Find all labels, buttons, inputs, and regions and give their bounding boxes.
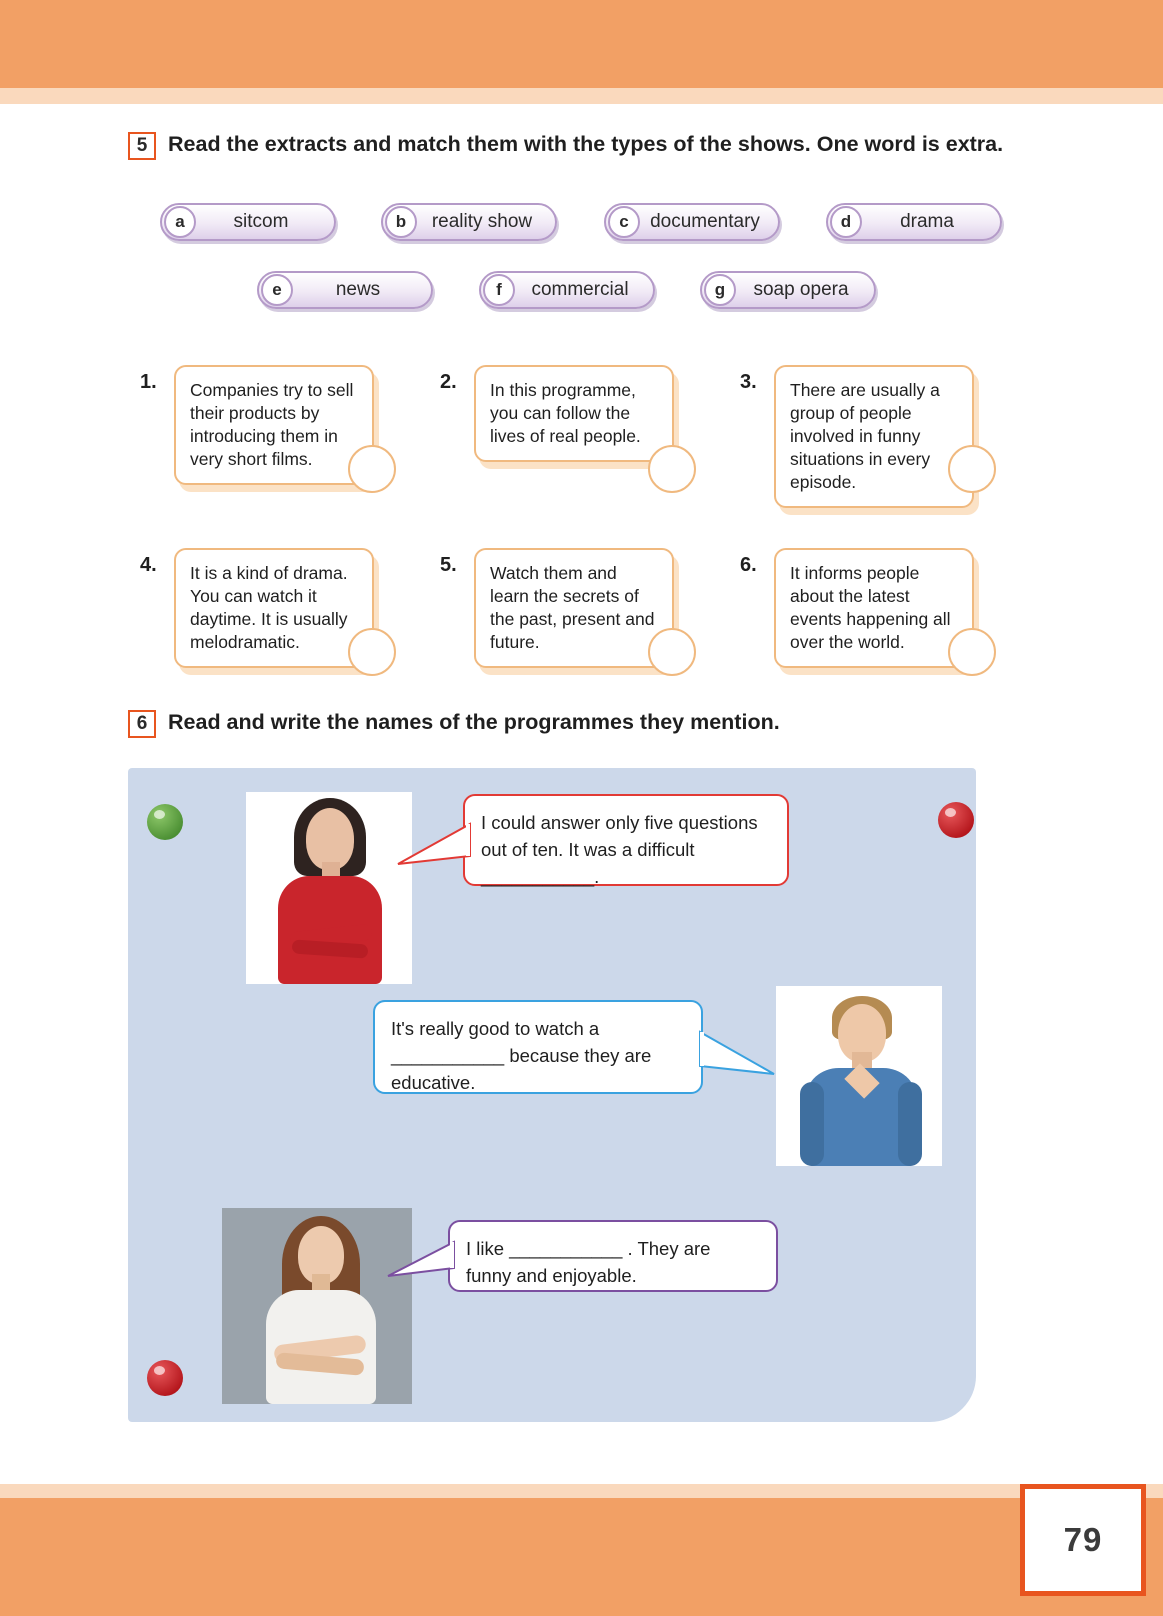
extract-index: 6. — [740, 554, 757, 576]
word-bank-option-b[interactable] — [381, 203, 557, 241]
exercise-5-number: 5 — [128, 132, 156, 160]
extract-answer-slot[interactable] — [648, 445, 696, 493]
extract-index: 4. — [140, 554, 157, 576]
word-bank-option-f[interactable] — [479, 271, 655, 309]
exercise-5-instruction: Read the extracts and match them with the types of the shows. One word is extra. — [168, 132, 1004, 156]
extract-index: 2. — [440, 371, 457, 393]
option-word: sitcom — [233, 211, 289, 232]
extract-text: In this programme, you can follow the lives of real people. — [474, 365, 674, 462]
page-top-band — [0, 0, 1163, 88]
option-word: news — [335, 279, 381, 300]
extract-answer-slot[interactable] — [348, 445, 396, 493]
exercise-5-header — [128, 130, 1008, 160]
extract-text: Watch them and learn the secrets of the past, present and future. — [474, 548, 674, 668]
exercise-6-panel — [128, 768, 976, 1422]
speech-tail-purple — [386, 1238, 456, 1280]
photo-girl-white — [222, 1208, 412, 1404]
option-letter: c — [608, 206, 640, 238]
extract-answer-slot[interactable] — [348, 628, 396, 676]
page-number: 79 — [1063, 1521, 1103, 1558]
pin-red-bottom-icon — [147, 1360, 183, 1396]
extract-text: There are usually a group of people involved in funny situations in every episode. — [774, 365, 974, 508]
word-bank-option-c[interactable] — [604, 203, 780, 241]
option-word: drama — [900, 211, 954, 232]
exercise-6-instruction: Read and write the names of the programmes they mention. — [168, 710, 780, 734]
option-letter: b — [385, 206, 417, 238]
word-bank-option-g[interactable] — [700, 271, 876, 309]
extract-answer-slot[interactable] — [948, 628, 996, 676]
option-letter: a — [164, 206, 196, 238]
word-bank-option-a[interactable] — [160, 203, 336, 241]
pin-green-icon — [147, 804, 183, 840]
page-number-box — [1020, 1484, 1146, 1596]
option-word: commercial — [531, 279, 629, 300]
option-word: documentary — [650, 211, 760, 232]
extract-text: It is a kind of drama. You can watch it daytime. It is usually melodramatic. — [174, 548, 374, 668]
speech-tail-red — [396, 820, 472, 868]
extract-text: It informs people about the latest events happening all over the world. — [774, 548, 974, 668]
page-bottom-band-light — [0, 1484, 1163, 1498]
option-letter: f — [483, 274, 515, 306]
extract-index: 3. — [740, 371, 757, 393]
extract-index: 1. — [140, 371, 157, 393]
exercise-6-header — [128, 708, 1008, 738]
option-letter: g — [704, 274, 736, 306]
photo-boy-blue — [776, 986, 942, 1166]
extract-index: 5. — [440, 554, 457, 576]
speech-bubble-boy-blue: It's really good to watch a ___________ because they are educative. — [373, 1000, 703, 1094]
word-bank-option-d[interactable] — [826, 203, 1002, 241]
extract-answer-slot[interactable] — [948, 445, 996, 493]
page-top-band-light — [0, 88, 1163, 104]
speech-tail-blue — [698, 1026, 776, 1080]
photo-woman-red — [246, 792, 412, 984]
option-letter: d — [830, 206, 862, 238]
page-bottom-band — [0, 1498, 1163, 1616]
word-bank-option-e[interactable] — [257, 271, 433, 309]
speech-bubble-girl-white: I like ___________ . They are funny and enjoyable. — [448, 1220, 778, 1292]
extract-answer-slot[interactable] — [648, 628, 696, 676]
option-word: reality show — [431, 211, 533, 232]
exercise-6-number: 6 — [128, 710, 156, 738]
extract-text: Companies try to sell their products by introducing them in very short films. — [174, 365, 374, 485]
pin-red-top-icon — [938, 802, 974, 838]
option-letter: e — [261, 274, 293, 306]
speech-bubble-woman-red: I could answer only five questions out of ten. It was a difficult ___________. — [463, 794, 789, 886]
option-word: soap opera — [753, 279, 849, 300]
